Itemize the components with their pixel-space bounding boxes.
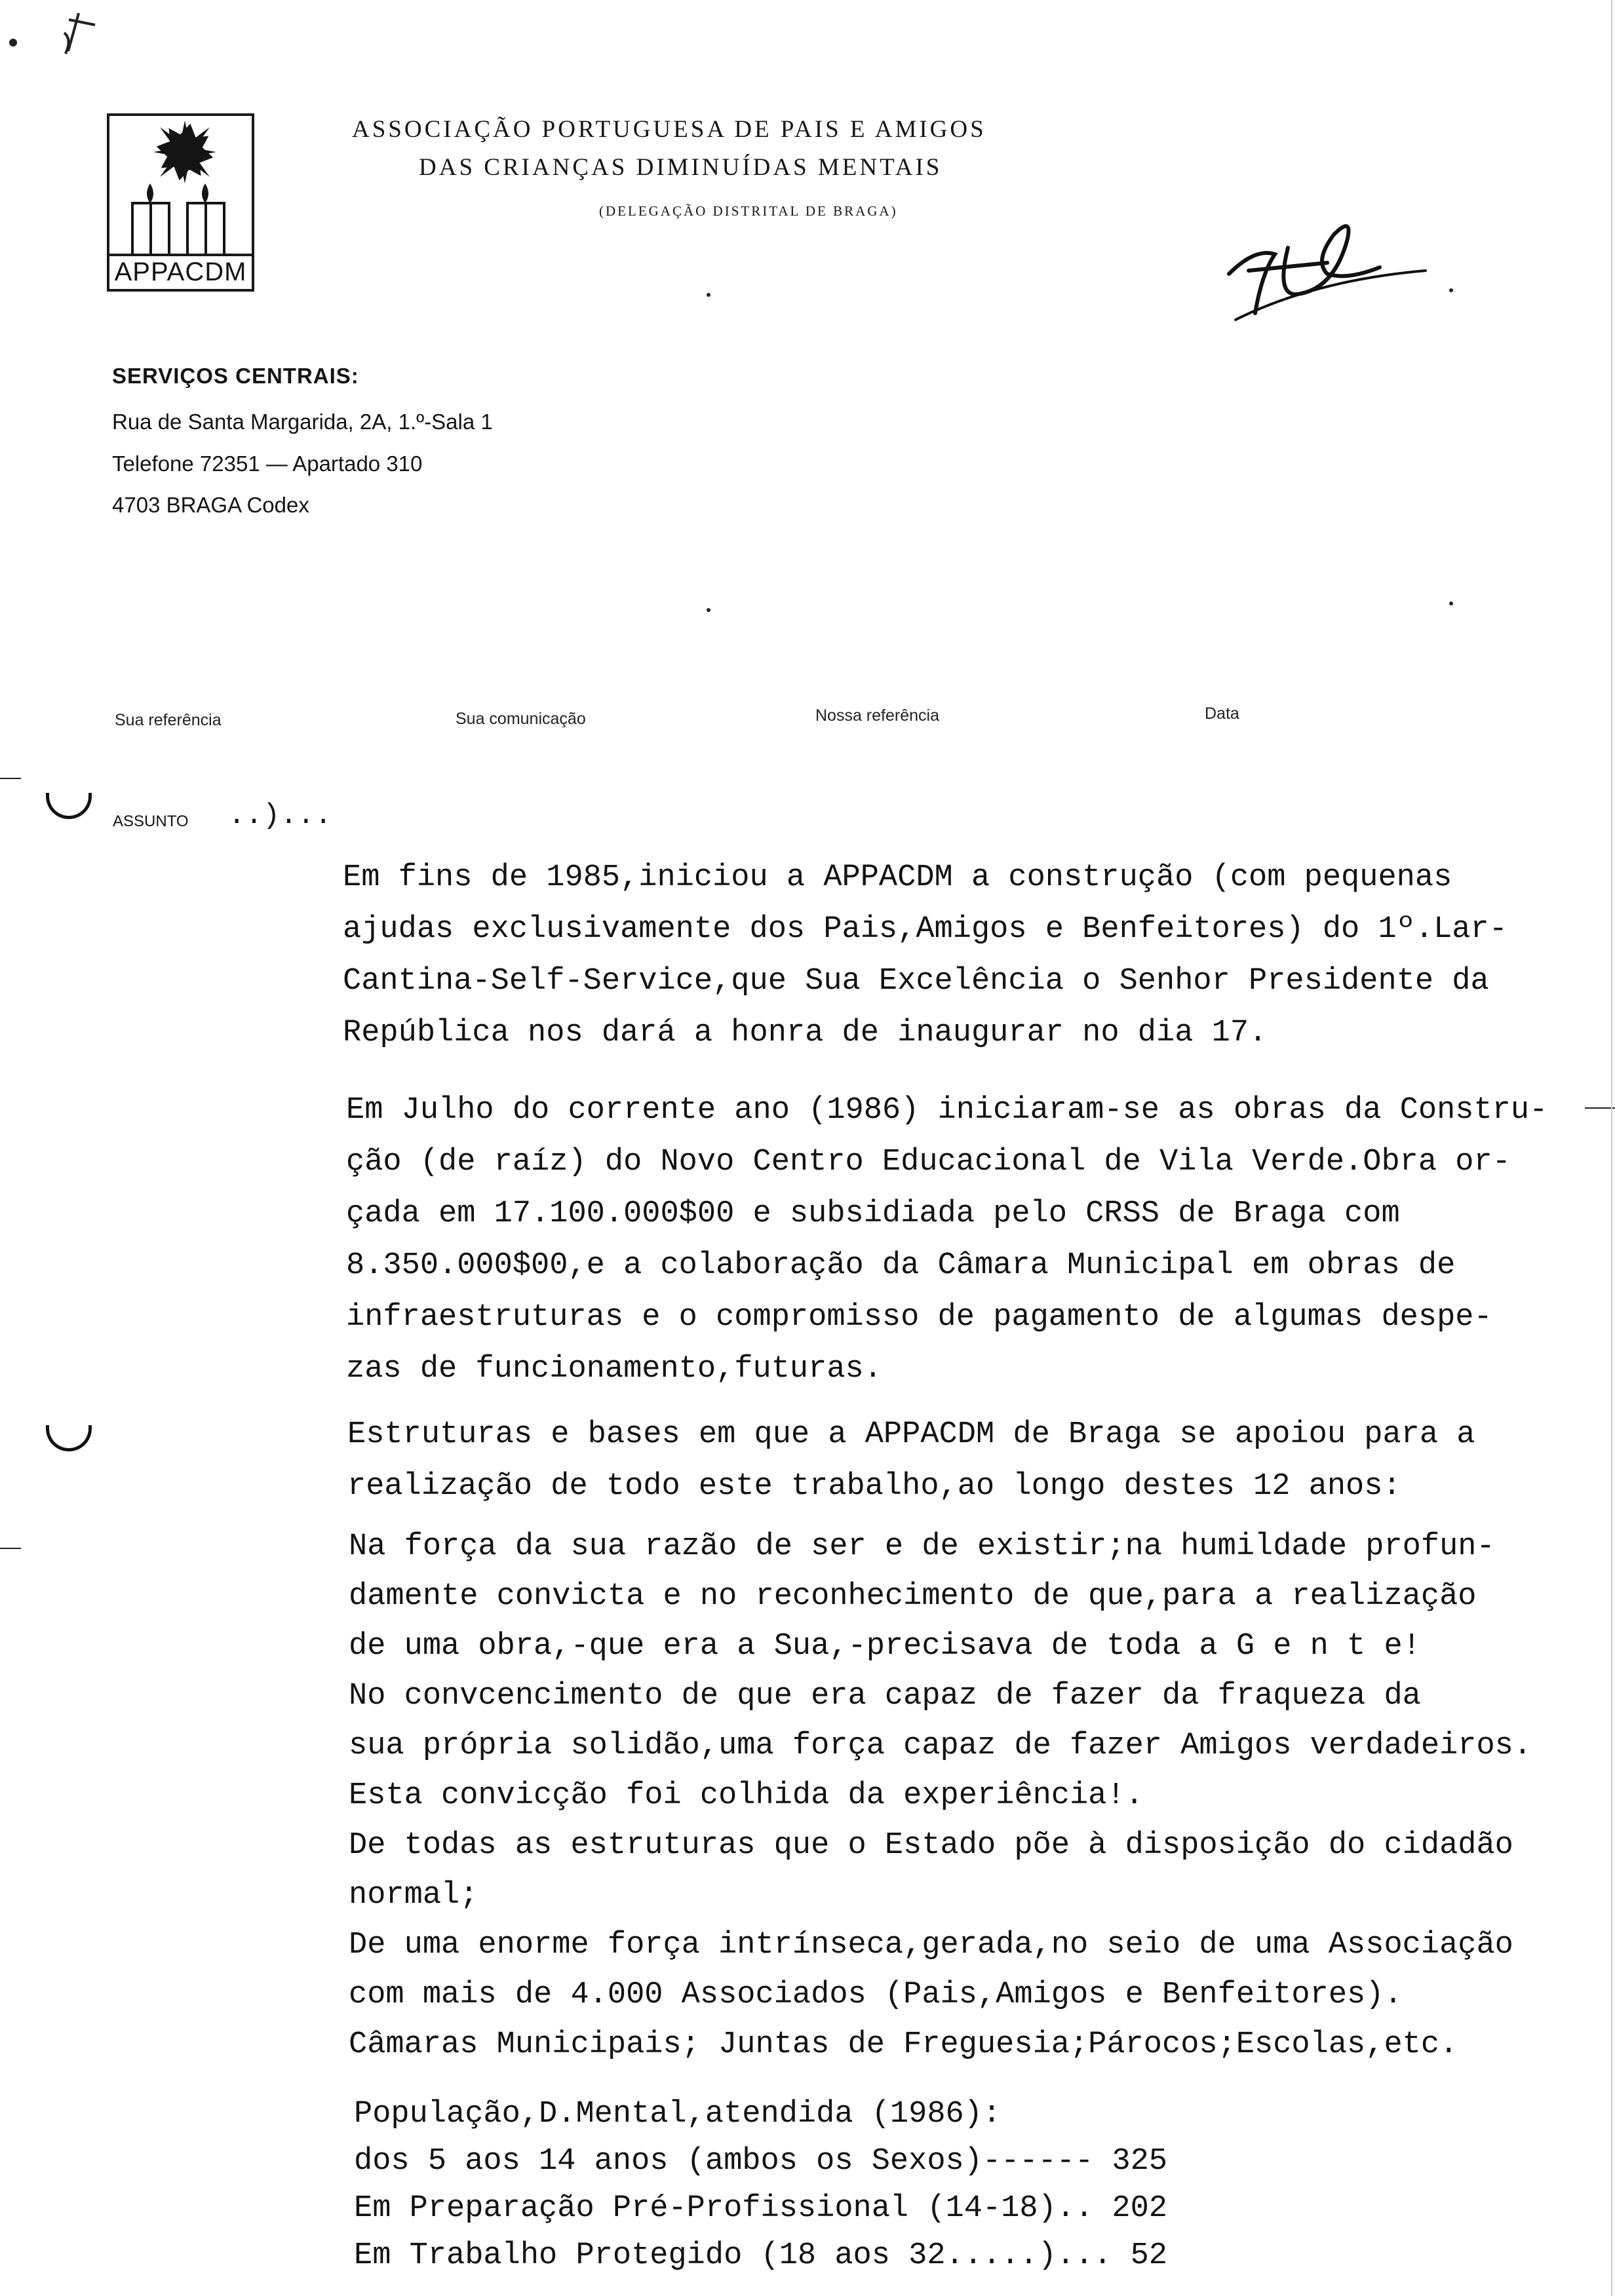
data-label: Data: [1205, 704, 1239, 723]
sua-referencia-label: Sua referência: [115, 711, 222, 729]
stats-row: dos 5 aos 14 anos (ambos os Sexos)------ 325: [354, 2144, 1168, 2179]
org-name-line1: ASSOCIAÇÃO PORTUGUESA DE PAIS E AMIGOS: [352, 116, 986, 143]
text-line: realização de todo este trabalho,ao longo destes 12 anos:: [347, 1469, 1401, 1504]
text-line: 8.350.000$00,e a colaboração da Câmara Municipal em obras de: [346, 1248, 1456, 1283]
corner-scribble: [0, 0, 131, 72]
text-line: infraestruturas e o compromisso de pagamento de algumas despe-: [346, 1300, 1492, 1335]
handwritten-signature: [1216, 208, 1432, 333]
text-line: Na força da sua razão de ser e de existir;na humildade profun-: [349, 1529, 1495, 1564]
margin-mark: [0, 1548, 21, 1549]
text-line: De todas as estruturas que o Estado põe à disposição do cidadão: [349, 1828, 1513, 1863]
fold-dot: [707, 608, 710, 612]
stats-row: Em Trabalho Protegido (18 aos 32.....)... 52: [354, 2238, 1168, 2273]
text-line: De uma enorme força intrínseca,gerada,no seio de uma Associação: [349, 1928, 1513, 1962]
paragraph-2: [346, 1084, 1547, 1395]
text-line: ção (de raíz) do Novo Centro Educacional de Vila Verde.Obra or-: [346, 1145, 1511, 1179]
fold-dot: [707, 293, 710, 297]
candle-flower-icon: [109, 116, 252, 256]
margin-mark: [0, 778, 21, 779]
paragraph-4: [349, 1522, 1532, 2070]
punch-hole-mark: [46, 793, 92, 819]
stats-row: Em Preparação Pré-Profissional (14-18).. 202: [354, 2191, 1168, 2226]
stats-heading: População,D.Mental,atendida (1986):: [354, 2097, 1002, 2132]
logo-text: APPACDM: [109, 254, 252, 289]
text-line: Câmaras Municipais; Juntas de Freguesia;Párocos;Escolas,etc.: [349, 2027, 1458, 2062]
fold-dot: [1449, 288, 1453, 292]
text-line: Cantina-Self-Service,que Sua Excelência o Senhor Presidente da: [343, 964, 1489, 999]
text-line: Esta convicção foi colhida da experiência!.: [349, 1778, 1144, 1813]
fold-dot: [1449, 602, 1453, 605]
text-line: Em Julho do corrente ano (1986) iniciaram-se as obras da Constru-: [346, 1093, 1548, 1128]
right-edge-line: [1611, 0, 1612, 2296]
text-line: çada em 17.100.000$00 e subsidiada pelo CRSS de Braga com: [346, 1196, 1400, 1231]
address-line: Telefone 72351 — Apartado 310: [112, 451, 423, 476]
text-line: com mais de 4.000 Associados (Pais,Amigos e Benfeitores).: [349, 1978, 1403, 2012]
address-line: 4703 BRAGA Codex: [112, 493, 309, 517]
text-line: Em fins de 1985,iniciou a APPACDM a construção (com pequenas: [343, 860, 1452, 895]
text-line: Estruturas e bases em que a APPACDM de Braga se apoiou para a: [347, 1417, 1475, 1452]
text-line: sua própria solidão,uma força capaz de fazer Amigos verdadeiros.: [349, 1729, 1532, 1763]
services-label: SERVIÇOS CENTRAIS:: [112, 364, 359, 388]
text-line: ajudas exclusivamente dos Pais,Amigos e Benfeitores) do 1º.Lar-: [343, 912, 1508, 947]
text-line: normal;: [349, 1878, 478, 1913]
text-line: de uma obra,-que era a Sua,-precisava de toda a G e n t e!: [349, 1629, 1421, 1664]
nossa-referencia-label: Nossa referência: [815, 706, 939, 725]
text-line: zas de funcionamento,futuras.: [346, 1352, 882, 1387]
paragraph-1: [343, 852, 1508, 1059]
text-line: damente convicta e no reconhecimento de que,para a realização: [349, 1579, 1477, 1614]
population-stats: [354, 2091, 1167, 2280]
assunto-label: ASSUNTO: [113, 813, 189, 830]
punch-hole-mark: [46, 1425, 92, 1451]
appacdm-logo: [107, 113, 254, 292]
address-line: Rua de Santa Margarida, 2A, 1.º-Sala 1: [112, 410, 493, 434]
paragraph-3: [347, 1409, 1475, 1512]
assunto-value: ..)...: [228, 799, 332, 832]
text-line: No convcencimento de que era capaz de fazer da fraqueza da: [349, 1679, 1421, 1713]
delegation-label: (DELEGAÇÃO DISTRITAL DE BRAGA): [599, 203, 898, 219]
text-line: República nos dará a honra de inaugurar no dia 17.: [343, 1016, 1268, 1050]
sua-comunicacao-label: Sua comunicação: [456, 710, 586, 728]
org-name-line2: DAS CRIANÇAS DIMINUÍDAS MENTAIS: [419, 154, 943, 181]
